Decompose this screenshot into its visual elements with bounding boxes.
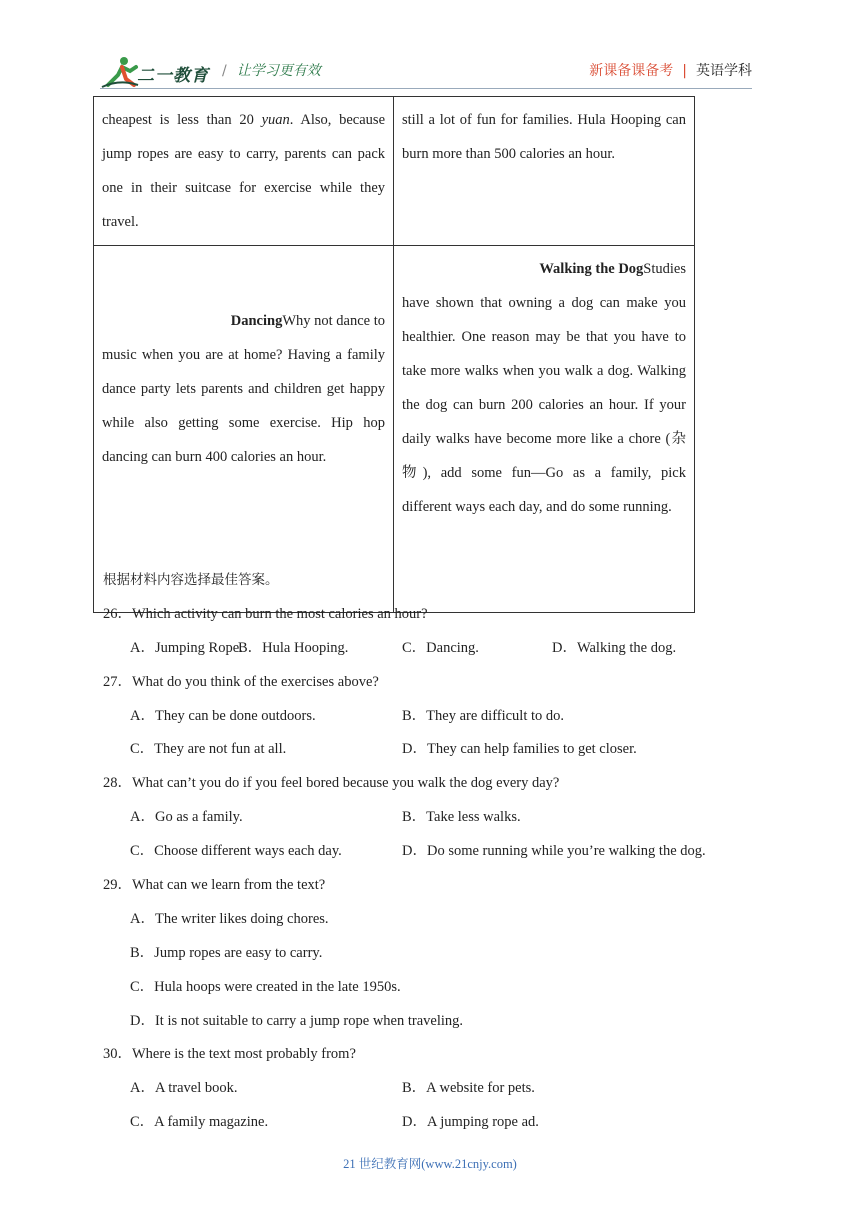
question-stem: 28．What can’t you do if you feel bored because you walk the dog every day? bbox=[103, 775, 560, 792]
cell-text: still a lot of fun for families. Hula Hooping can burn more than 500 calories an hour. bbox=[402, 112, 686, 162]
cell-text: Studies bbox=[643, 261, 686, 277]
cell-text: have shown that owning a dog can make you healthier. One reason may be that you have to take more walks when you walk a dog. Walking the dog can burn 200 calories an hour. If your daily walks have become more like a chore (杂物), add some fun—Go as a family, pick different ways each day, and do some running. bbox=[402, 295, 686, 515]
option: A．Jumping Rope. bbox=[130, 639, 243, 656]
option-row bbox=[103, 1106, 763, 1140]
table-row bbox=[94, 246, 695, 613]
option-row bbox=[103, 971, 763, 1005]
header-right bbox=[589, 60, 752, 80]
option: D．It is not suitable to carry a jump rope when traveling. bbox=[130, 1012, 464, 1029]
subject-label: 英语学科 bbox=[696, 63, 752, 79]
question-stem: 29．What can we learn from the text? bbox=[103, 877, 326, 894]
passage-table bbox=[93, 96, 695, 613]
option: C．Dancing. bbox=[402, 639, 479, 656]
walking-lead-line bbox=[402, 252, 686, 286]
dancing-title: Dancing bbox=[230, 313, 283, 329]
cell-text: Why not dance to bbox=[282, 313, 386, 329]
option-row bbox=[103, 801, 763, 835]
slogan-text: 让学习更有效 bbox=[236, 63, 321, 79]
option: C．Hula hoops were created in the late 1950s. bbox=[130, 978, 401, 995]
option-row bbox=[103, 700, 763, 734]
course-label: 新课备课备考 bbox=[589, 63, 674, 79]
page-footer: 21 世纪教育网(www.21cnjy.com) bbox=[343, 1157, 517, 1171]
option: A．They can be done outdoors. bbox=[130, 707, 316, 724]
option: D．A jumping rope ad. bbox=[402, 1114, 539, 1131]
jump-rope-cell bbox=[94, 97, 394, 246]
option: D．Walking the dog. bbox=[552, 639, 677, 656]
option: B．Jump ropes are easy to carry. bbox=[130, 944, 323, 961]
question-stem: 26．Which activity can burn the most calories an hour? bbox=[103, 605, 428, 622]
cell-text: cheapest is less than 20 bbox=[102, 112, 262, 128]
cell-text: . Also, because jump ropes are easy to carry, parents can pack one in their suitcase for exercise while they travel. bbox=[102, 112, 386, 230]
slogan bbox=[222, 60, 321, 80]
option: B．They are difficult to do. bbox=[402, 707, 565, 724]
option-row bbox=[103, 632, 763, 666]
question-section bbox=[103, 564, 763, 1140]
page-header bbox=[0, 0, 860, 96]
option: C．They are not fun at all. bbox=[130, 741, 287, 758]
option: B．Take less walks. bbox=[402, 809, 521, 826]
option-row bbox=[103, 733, 763, 767]
question-stem: 30．Where is the text most probably from? bbox=[103, 1046, 356, 1063]
dancing-cell bbox=[94, 246, 394, 613]
option: D．They can help families to get closer. bbox=[402, 741, 637, 758]
hula-hoop-cell bbox=[394, 97, 695, 246]
instruction: 根据材料内容选择最佳答案。 bbox=[103, 572, 279, 588]
option-row bbox=[103, 1005, 763, 1039]
header-divider: | bbox=[682, 63, 687, 79]
logo bbox=[100, 55, 220, 89]
cell-text: music when you are at home? Having a family dance party lets parents and children get happy while also getting some exercise. Hip hop dancing can burn 400 calories an hour. bbox=[102, 347, 386, 465]
cell-italic-text: yuan bbox=[261, 112, 290, 128]
option: D．Do some running while you’re walking the dog. bbox=[402, 843, 706, 860]
option: A．Go as a family. bbox=[130, 809, 243, 826]
question-stem: 27．What do you think of the exercises above? bbox=[103, 673, 379, 690]
logo-text: 二一教育 bbox=[137, 66, 209, 86]
table-row bbox=[94, 97, 695, 246]
option: A．The writer likes doing chores. bbox=[130, 910, 329, 927]
walking-title: Walking the Dog bbox=[539, 261, 644, 277]
header-rule bbox=[100, 88, 752, 89]
runner-logo-icon bbox=[100, 55, 140, 89]
walking-dog-cell bbox=[394, 246, 695, 613]
option: A．A travel book. bbox=[130, 1080, 238, 1097]
option-row bbox=[103, 937, 763, 971]
option-row bbox=[103, 903, 763, 937]
option: C．A family magazine. bbox=[130, 1114, 269, 1131]
option-row bbox=[103, 1072, 763, 1106]
option: B．Hula Hooping. bbox=[238, 639, 349, 656]
option: C．Choose different ways each day. bbox=[130, 843, 342, 860]
option-row bbox=[103, 835, 763, 869]
dancing-lead-line bbox=[102, 304, 385, 338]
option: B．A website for pets. bbox=[402, 1080, 535, 1097]
slash-divider: / bbox=[222, 63, 227, 79]
